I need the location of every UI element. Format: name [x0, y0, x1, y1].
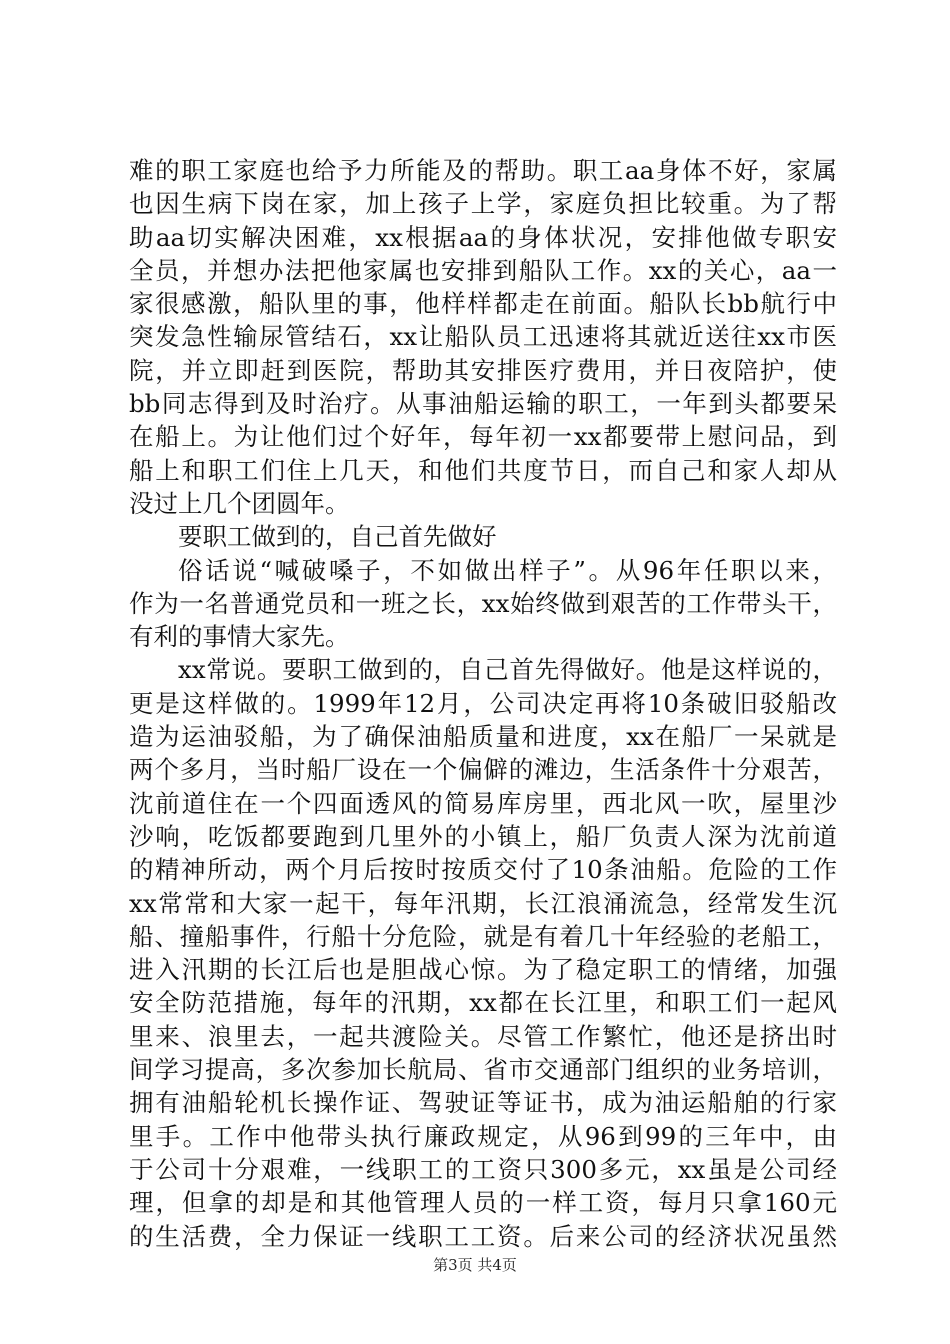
text-line: 理，但拿的却是和其他管理人员的一样工资，每月只拿160元	[129, 1188, 837, 1218]
text-line: 的精神所动，两个月后按时按质交付了10条油船。危险的工作	[129, 855, 837, 885]
text-line: 船、撞船事件，行船十分危险，就是有着几十年经验的老船工，	[129, 921, 837, 951]
text-line: 也因生病下岗在家，加上孩子上学，家庭负担比较重。为了帮	[129, 189, 837, 219]
text-line: 全员，并想办法把他家属也安排到船队工作。xx的关心，aa一	[129, 255, 837, 285]
text-line: 两个多月，当时船厂设在一个偏僻的滩边，生活条件十分艰苦，	[129, 755, 837, 785]
text-line: 里手。工作中他带头执行廉政规定，从96到99的三年中，由	[129, 1121, 837, 1151]
text-line: 里来、浪里去，一起共渡险关。尽管工作繁忙，他还是挤出时	[129, 1021, 837, 1051]
text-line: 沈前道住在一个四面透风的简易库房里，西北风一吹，屋里沙	[129, 788, 837, 818]
text-line: 助aa切实解决困难，xx根据aa的身体状况，安排他做专职安	[129, 222, 837, 252]
text-line: 进入汛期的长江后也是胆战心惊。为了稳定职工的情绪，加强	[129, 955, 837, 985]
page-number: 第3页 共4页	[433, 1256, 517, 1274]
text-line: 沙响，吃饭都要跑到几里外的小镇上，船厂负责人深为沈前道	[129, 821, 837, 851]
text-line: 在船上。为让他们过个好年，每年初一xx都要带上慰问品，到	[129, 422, 837, 452]
text-line: xx常常和大家一起干，每年汛期，长江浪涌流急，经常发生沉	[129, 888, 837, 918]
text-line: 有利的事情大家先。	[129, 622, 350, 652]
text-line: 拥有油船轮机长操作证、驾驶证等证书，成为油运船舶的行家	[129, 1088, 837, 1118]
text-line: 造为运油驳船，为了确保油船质量和进度，xx在船厂一呆就是	[129, 722, 837, 752]
text-line: 突发急性输尿管结石，xx让船队员工迅速将其就近送往xx市医	[129, 322, 837, 352]
text-line: 于公司十分艰难，一线职工的工资只300多元，xx虽是公司经	[129, 1154, 837, 1184]
text-line: 俗话说“喊破嗓子，不如做出样子”。从96年任职以来，	[178, 555, 837, 585]
text-line: xx常说。要职工做到的，自己首先得做好。他是这样说的，	[178, 655, 837, 685]
text-line: 船上和职工们住上几天，和他们共度节日，而自己和家人却从	[129, 455, 837, 485]
text-line: 间学习提高，多次参加长航局、省市交通部门组织的业务培训，	[129, 1055, 837, 1085]
text-line: 安全防范措施，每年的汛期，xx都在长江里，和职工们一起风	[129, 988, 837, 1018]
text-line: 院，并立即赶到医院，帮助其安排医疗费用，并日夜陪护，使	[129, 355, 837, 385]
text-line: 没过上几个团圆年。	[129, 488, 350, 518]
text-line: 作为一名普通党员和一班之长，xx始终做到艰苦的工作带头干，	[129, 588, 837, 618]
text-line: 难的职工家庭也给予力所能及的帮助。职工aa身体不好，家属	[129, 156, 837, 185]
body-text	[129, 154, 837, 1253]
section-heading: 要职工做到的，自己首先做好	[178, 522, 497, 552]
text-line: 家很感激，船队里的事，他样样都走在前面。船队长bb航行中	[129, 289, 837, 319]
text-line: bb同志得到及时治疗。从事油船运输的职工，一年到头都要呆	[129, 389, 837, 419]
text-line: 的生活费，全力保证一线职工工资。后来公司的经济状况虽然	[129, 1221, 837, 1251]
text-line: 更是这样做的。1999年12月，公司决定再将10条破旧驳船改	[129, 688, 837, 718]
